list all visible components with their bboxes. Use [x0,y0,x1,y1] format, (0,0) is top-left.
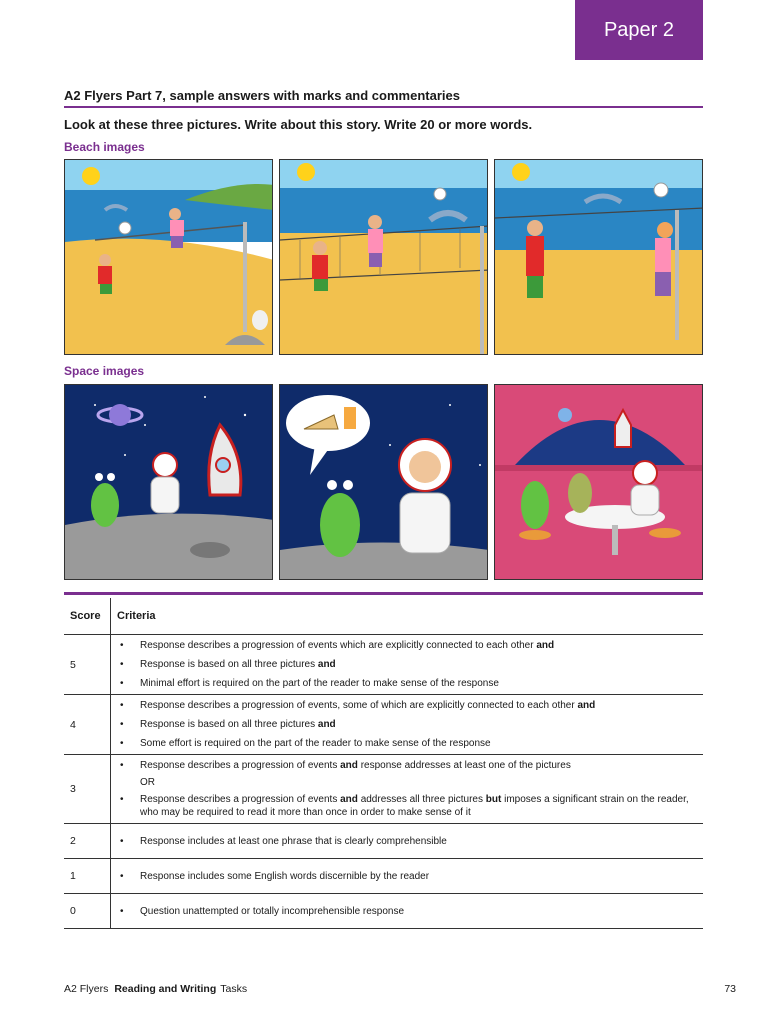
footer-bold: Reading and Writing [114,983,217,995]
space-picture-2 [279,384,488,580]
page-number: 73 [724,983,736,995]
table-row [64,859,703,894]
table-row [64,635,703,695]
criterion-connector: and [536,640,555,651]
criterion-item: • Response includes at least one phrase that is clearly comprehensible [120,835,447,847]
criterion-item: • Response describes a progression of events which are explicitly connected to each other and [120,640,555,651]
paper-tab-label: Paper 2 [603,18,675,41]
criteria-cell [111,635,704,695]
criterion-text: Minimal effort is required on the part of the reader to make sense of the response [140,678,499,689]
criterion-text: Question unattempted or totally incomprehensible response [140,905,405,917]
criterion-text: Response is based on all three pictures [140,659,316,670]
criterion-item: • Response describes a progression of events and addresses all three pictures but imposes a significant strain on the reader, who may be required to read it more than once in order to make sense of it [120,794,689,818]
beach-picture-3 [494,159,703,355]
score-cell: 3 [64,755,111,824]
criterion-item: • Response describes a progression of events and response addresses at least one of the pictures [120,760,571,771]
table-header-row [64,598,703,635]
criterion-connector: but [485,794,502,805]
instruction-text: Look at these three pictures. Write about this story. Write 20 or more words. [64,117,533,132]
criterion-text: imposes a significant strain on the reader, who may be required to read it more than once in order to make sense of it [140,794,689,818]
heading-divider [64,106,703,108]
criteria-cell [111,695,704,755]
space-picture-3 [494,384,703,580]
criteria-cell [111,859,704,894]
criteria-cell [111,755,704,824]
page-footer [64,983,247,995]
criterion-text: Response describes a progression of events, some of which are explicitly connected to each other [140,700,575,711]
criteria-cell [111,894,704,929]
score-cell: 1 [64,859,111,894]
criterion-item: • Response includes some English words discernible by the reader [120,870,430,882]
criterion-connector: and [340,760,358,771]
criterion-connector: and [577,700,596,711]
criterion-text: Response describes a progression of events [140,760,338,771]
criterion-item: • Response is based on all three pictures and [120,659,336,670]
or-separator: OR [140,777,155,788]
criterion-item: • Some effort is required on the part of the reader to make sense of the response [120,738,491,749]
space-picture-1 [64,384,273,580]
beach-picture-1 [64,159,273,355]
criterion-text: addresses all three pictures [360,794,483,805]
criterion-text: Some effort is required on the part of the reader to make sense of the response [140,738,491,749]
score-cell: 0 [64,894,111,929]
score-header: Score [64,598,111,635]
criterion-text: Response describes a progression of events [140,794,338,805]
page-heading: A2 Flyers Part 7, sample answers with marks and commentaries [64,88,460,103]
criteria-table [64,598,703,929]
criterion-connector: and [317,659,336,670]
beach-section-label: Beach images [64,140,145,154]
criteria-cell [111,824,704,859]
space-section-label: Space images [64,364,145,378]
table-top-rule [64,592,703,595]
score-cell: 5 [64,635,111,695]
beach-picture-2 [279,159,488,355]
criterion-text: Response includes some English words discernible by the reader [140,870,430,882]
criterion-connector: and [340,794,358,805]
criterion-text: response addresses at least one of the pictures [360,760,571,771]
footer-suffix: Tasks [220,983,248,995]
criterion-item: • Response is based on all three pictures and [120,719,336,730]
paper-tab [575,0,703,60]
criterion-item: • Response describes a progression of events, some of which are explicitly connected to each other and [120,700,596,711]
table-row [64,695,703,755]
criterion-item: • Minimal effort is required on the part of the reader to make sense of the response [120,678,499,689]
table-row [64,824,703,859]
criterion-item: • Question unattempted or totally incomprehensible response [120,905,405,917]
criteria-header: Criteria [111,598,704,635]
criterion-text: Response includes at least one phrase that is clearly comprehensible [140,835,447,847]
table-row [64,755,703,824]
score-cell: 4 [64,695,111,755]
table-row [64,894,703,929]
footer-prefix: A2 Flyers [64,983,109,995]
criterion-connector: and [317,719,336,730]
score-cell: 2 [64,824,111,859]
criterion-text: Response describes a progression of events which are explicitly connected to each other [140,640,534,651]
criterion-text: Response is based on all three pictures [140,719,316,730]
